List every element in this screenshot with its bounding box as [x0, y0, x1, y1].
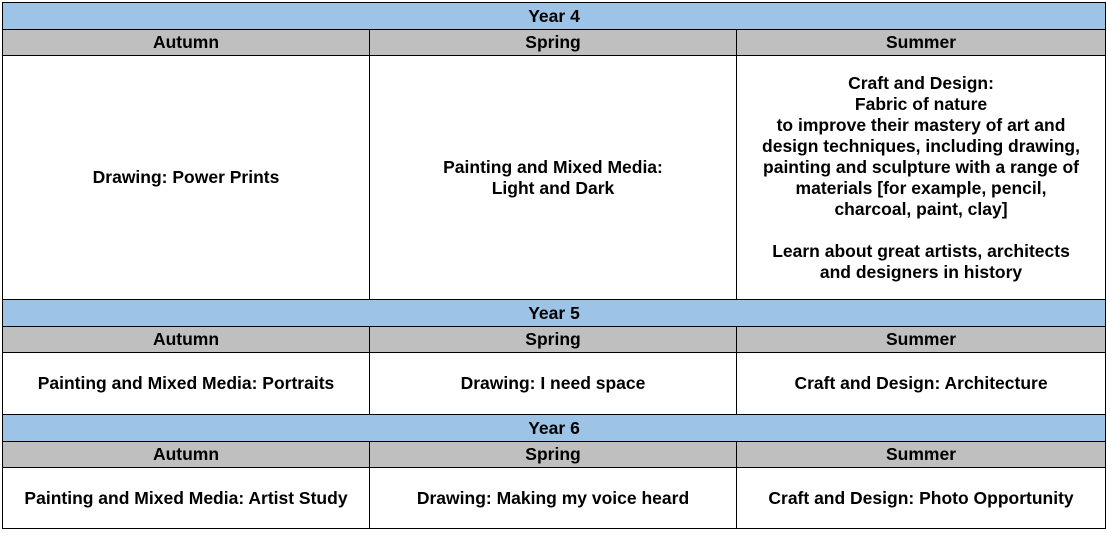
year-4-autumn-line: Drawing: Power Prints — [92, 167, 280, 187]
year-5-season-row — [3, 327, 1106, 353]
year-6-title: Year 6 — [3, 415, 1106, 442]
curriculum-table — [2, 2, 1106, 529]
year-5-summer-line: Craft and Design: Architecture — [794, 373, 1048, 393]
year-6-header-row — [3, 415, 1106, 442]
year-5-summer-content — [737, 353, 1106, 415]
year-4-autumn-content — [3, 56, 370, 300]
year-6-summer-content — [737, 468, 1106, 529]
year-6-season-row — [3, 442, 1106, 468]
year-5-spring-content — [370, 353, 737, 415]
year-5-spring-line: Drawing: I need space — [460, 373, 646, 393]
year-6-summer-header: Summer — [737, 442, 1106, 468]
year-5-spring-header: Spring — [370, 327, 737, 353]
year-5-autumn-header: Autumn — [3, 327, 370, 353]
year-4-summer-line-2: Fabric of nature — [854, 93, 988, 114]
year-5-summer-header: Summer — [737, 327, 1106, 353]
year-4-summer-line-8: Learn about great artists, architects — [772, 240, 1070, 261]
year-4-spring-line-2: Light and Dark — [491, 177, 615, 198]
year-4-summer-line-3: to improve their mastery of art and — [776, 114, 1066, 135]
year-6-autumn-header: Autumn — [3, 442, 370, 468]
year-4-title: Year 4 — [3, 3, 1106, 30]
year-4-spring-header: Spring — [370, 30, 737, 56]
year-6-autumn-content — [3, 468, 370, 529]
year-4-summer-content — [737, 56, 1106, 300]
year-6-summer-line: Craft and Design: Photo Opportunity — [768, 487, 1074, 508]
year-4-autumn-header: Autumn — [3, 30, 370, 56]
year-6-autumn-line: Painting and Mixed Media: Artist Study — [24, 487, 348, 508]
year-5-title: Year 5 — [3, 300, 1106, 327]
year-4-spring-line-1: Painting and Mixed Media: — [443, 156, 663, 177]
year-6-spring-header: Spring — [370, 442, 737, 468]
year-4-spring-content — [370, 56, 737, 300]
year-4-summer-line-9: and designers in history — [819, 261, 1023, 282]
year-5-content-row — [3, 353, 1106, 415]
year-6-spring-line: Drawing: Making my voice heard — [416, 487, 690, 508]
year-4-content-row — [3, 56, 1106, 300]
year-4-summer-line-6: materials [for example, pencil, — [795, 177, 1047, 198]
year-6-spring-content — [370, 468, 737, 529]
year-5-autumn-content — [3, 353, 370, 415]
year-4-summer-line-4: design techniques, including drawing, — [762, 135, 1080, 156]
paragraph-gap — [743, 220, 1099, 241]
year-4-header-row — [3, 3, 1106, 30]
year-4-summer-line-5: painting and sculpture with a range of — [763, 156, 1080, 177]
year-4-summer-line-7: charcoal, paint, clay] — [834, 198, 1008, 219]
year-5-header-row — [3, 300, 1106, 327]
year-4-season-row — [3, 30, 1106, 56]
year-4-summer-header: Summer — [737, 30, 1106, 56]
year-5-autumn-line: Painting and Mixed Media: Portraits — [37, 373, 335, 393]
year-4-summer-line-1: Craft and Design: — [848, 72, 994, 93]
year-6-content-row — [3, 468, 1106, 529]
